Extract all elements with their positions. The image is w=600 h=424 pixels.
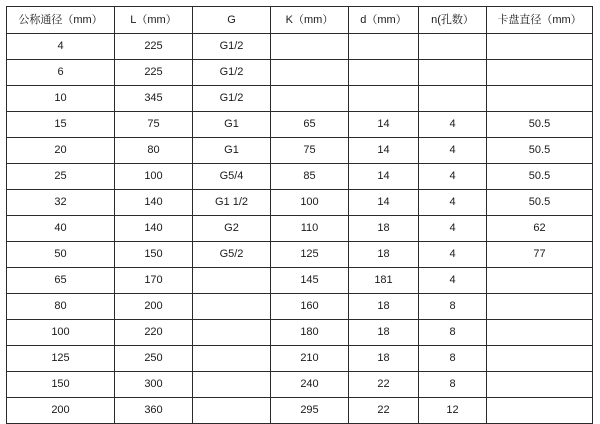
table-cell: 75 — [271, 138, 349, 164]
table-cell: 32 — [7, 190, 115, 216]
header-cell-nominal-diameter: 公称通径（mm） — [7, 7, 115, 34]
table-row — [7, 86, 593, 112]
table-row — [7, 164, 593, 190]
table-header — [7, 7, 593, 34]
table-cell: 8 — [419, 294, 487, 320]
table-cell: 210 — [271, 346, 349, 372]
table-body — [7, 34, 593, 424]
header-cell-k: K（mm） — [271, 7, 349, 34]
table-cell-empty — [271, 60, 349, 86]
table-cell: 4 — [419, 112, 487, 138]
table-cell: 100 — [271, 190, 349, 216]
table-cell: 50.5 — [487, 164, 593, 190]
table-cell-empty — [487, 346, 593, 372]
table-cell: 181 — [349, 268, 419, 294]
header-cell-d: d（mm） — [349, 7, 419, 34]
table-cell-empty — [349, 34, 419, 60]
table-cell: 14 — [349, 112, 419, 138]
table-cell: G1/2 — [193, 34, 271, 60]
header-cell-thread: G — [193, 7, 271, 34]
table-cell: 50.5 — [487, 190, 593, 216]
table-cell: 14 — [349, 138, 419, 164]
table-cell: 100 — [7, 320, 115, 346]
header-row — [7, 7, 593, 34]
table-cell-empty — [487, 372, 593, 398]
table-cell: 125 — [271, 242, 349, 268]
table-cell: 75 — [115, 112, 193, 138]
table-cell: 20 — [7, 138, 115, 164]
table-cell-empty — [349, 60, 419, 86]
table-cell-empty — [487, 320, 593, 346]
table-cell: 160 — [271, 294, 349, 320]
table-cell-empty — [487, 60, 593, 86]
table-cell: 300 — [115, 372, 193, 398]
table-cell-empty — [193, 346, 271, 372]
header-cell-length: L（mm） — [115, 7, 193, 34]
table-cell: 77 — [487, 242, 593, 268]
table-cell: 150 — [7, 372, 115, 398]
table-cell: 15 — [7, 112, 115, 138]
table-cell: 145 — [271, 268, 349, 294]
table-cell: 25 — [7, 164, 115, 190]
table-cell: 150 — [115, 242, 193, 268]
table-cell-empty — [487, 34, 593, 60]
table-cell-empty — [193, 372, 271, 398]
table-row — [7, 372, 593, 398]
table-cell: 125 — [7, 346, 115, 372]
table-cell: 4 — [419, 190, 487, 216]
table-cell: G1/2 — [193, 60, 271, 86]
table-cell: 22 — [349, 372, 419, 398]
table-cell: G2 — [193, 216, 271, 242]
table-cell-empty — [487, 294, 593, 320]
table-cell: G1/2 — [193, 86, 271, 112]
table-row — [7, 60, 593, 86]
table-cell: 200 — [115, 294, 193, 320]
table-row — [7, 112, 593, 138]
table-cell-empty — [193, 320, 271, 346]
table-cell: 50.5 — [487, 112, 593, 138]
table-cell: 4 — [419, 138, 487, 164]
table-cell-empty — [271, 86, 349, 112]
table-cell: 18 — [349, 346, 419, 372]
table-cell: 140 — [115, 190, 193, 216]
table-cell: 14 — [349, 190, 419, 216]
table-cell: 65 — [7, 268, 115, 294]
table-cell: 6 — [7, 60, 115, 86]
table-cell: 180 — [271, 320, 349, 346]
table-cell: 12 — [419, 398, 487, 424]
table-cell: 240 — [271, 372, 349, 398]
table-cell: 80 — [115, 138, 193, 164]
table-row — [7, 294, 593, 320]
table-cell: 345 — [115, 86, 193, 112]
table-cell: 85 — [271, 164, 349, 190]
table-cell: 4 — [7, 34, 115, 60]
table-cell: 22 — [349, 398, 419, 424]
table-cell-empty — [419, 34, 487, 60]
table-cell: 220 — [115, 320, 193, 346]
specification-table — [6, 6, 593, 424]
table-cell-empty — [193, 398, 271, 424]
table-row — [7, 268, 593, 294]
table-cell: 80 — [7, 294, 115, 320]
table-cell: 225 — [115, 34, 193, 60]
table-cell: 100 — [115, 164, 193, 190]
table-cell: G1 — [193, 138, 271, 164]
table-cell: 8 — [419, 320, 487, 346]
table-row — [7, 320, 593, 346]
table-cell: 295 — [271, 398, 349, 424]
table-cell: 4 — [419, 216, 487, 242]
table-cell: G1 — [193, 112, 271, 138]
table-row — [7, 242, 593, 268]
header-cell-hole-count: n(孔数） — [419, 7, 487, 34]
table-cell-empty — [419, 60, 487, 86]
table-row — [7, 190, 593, 216]
table-cell: G5/4 — [193, 164, 271, 190]
table-cell: 225 — [115, 60, 193, 86]
table-cell-empty — [487, 398, 593, 424]
table-cell-empty — [271, 34, 349, 60]
table-cell: 50 — [7, 242, 115, 268]
table-cell-empty — [193, 294, 271, 320]
table-cell: 8 — [419, 346, 487, 372]
header-cell-chuck-diameter: 卡盘直径（mm） — [487, 7, 593, 34]
table-row — [7, 398, 593, 424]
table-row — [7, 138, 593, 164]
table-cell: G1 1/2 — [193, 190, 271, 216]
table-cell: 65 — [271, 112, 349, 138]
table-row — [7, 216, 593, 242]
table-cell: 62 — [487, 216, 593, 242]
table-cell: 4 — [419, 242, 487, 268]
table-cell: 18 — [349, 242, 419, 268]
table-cell: 10 — [7, 86, 115, 112]
table-row — [7, 34, 593, 60]
table-cell-empty — [487, 268, 593, 294]
table-cell: 40 — [7, 216, 115, 242]
table-cell: G5/2 — [193, 242, 271, 268]
table-cell: 360 — [115, 398, 193, 424]
table-cell: 18 — [349, 320, 419, 346]
table-cell-empty — [193, 268, 271, 294]
table-cell: 18 — [349, 216, 419, 242]
table-cell-empty — [419, 86, 487, 112]
table-cell: 250 — [115, 346, 193, 372]
table-cell: 4 — [419, 164, 487, 190]
table-cell: 140 — [115, 216, 193, 242]
table-cell: 8 — [419, 372, 487, 398]
table-row — [7, 346, 593, 372]
table-cell: 18 — [349, 294, 419, 320]
table-cell: 50.5 — [487, 138, 593, 164]
table-cell: 200 — [7, 398, 115, 424]
table-cell: 110 — [271, 216, 349, 242]
table-cell: 14 — [349, 164, 419, 190]
table-cell-empty — [349, 86, 419, 112]
table-cell: 170 — [115, 268, 193, 294]
table-cell: 4 — [419, 268, 487, 294]
table-cell-empty — [487, 86, 593, 112]
